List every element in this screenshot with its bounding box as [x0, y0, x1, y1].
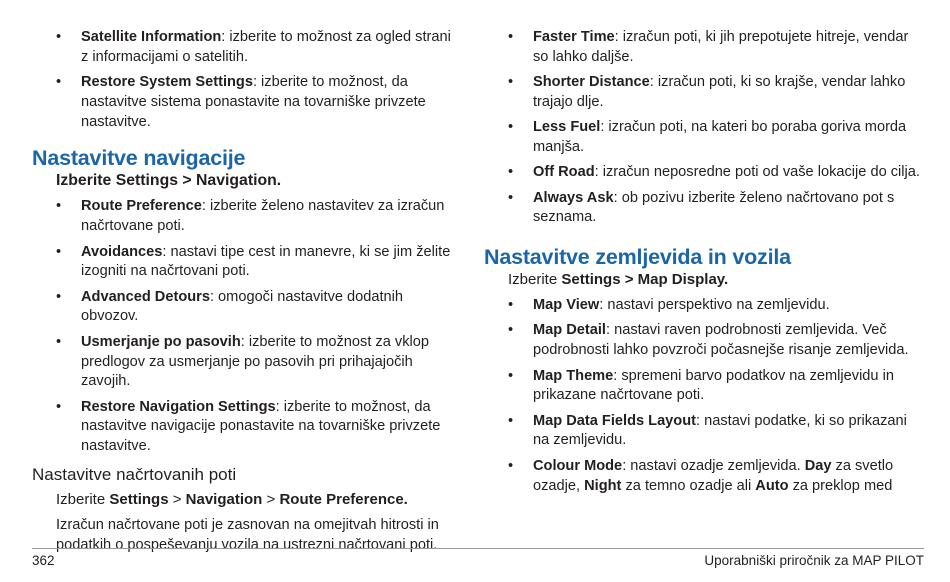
list-item: • Advanced Detours: omogoči nastavitve dodatnih obvozov. [32, 288, 462, 328]
list-item: • Satellite Information: izberite to možnost za ogled strani z informacijami o satelitih. [32, 28, 462, 68]
route-preference-list [484, 28, 924, 228]
navigation-settings-list [32, 197, 462, 457]
list-item: • Usmerjanje po pasovih: izberite to možnost za vklop predlogov za usmerjanje po pasovih pri prihajajočih zavojih. [32, 333, 462, 392]
navigation-settings-heading: Nastavitve navigacije [32, 146, 246, 171]
list-item: • Less Fuel: izračun poti, na kateri bo poraba goriva morda manjša. [484, 118, 924, 158]
list-item: • Avoidances: nastavi tipe cest in manevre, ki se jim želite izogniti na načrtovani poti. [32, 243, 462, 283]
list-item: • Faster Time: izračun poti, ki jih prepotujete hitreje, vendar so lahko daljše. [484, 28, 924, 68]
route-settings-heading: Nastavitve načrtovanih poti [32, 465, 237, 485]
list-item: • Map Theme: spremeni barvo podatkov na zemljevidu in prikazane načrtovane poti. [484, 367, 924, 407]
list-item: • Always Ask: ob pozivu izberite želeno načrtovano pot s seznama. [484, 189, 924, 229]
list-item: • Route Preference: izberite želeno nastavitev za izračun načrtovane poti. [32, 197, 462, 237]
map-settings-path: Izberite Settings > Map Display. [508, 271, 729, 289]
list-item: • Restore Navigation Settings: izberite to možnost, da nastavitve navigacije ponastavite na tovarniške privzete nastavitve. [32, 398, 462, 457]
page-footer [32, 548, 924, 568]
footer-title: Uporabniški priročnik za MAP PILOT [704, 553, 924, 568]
list-item: • Shorter Distance: izračun poti, ki so krajše, vendar lahko trajajo dlje. [484, 73, 924, 113]
list-item: • Colour Mode: nastavi ozadje zemljevida. Day za svetlo ozadje, Night za temno ozadje ali Auto za preklop med [484, 457, 924, 497]
navigation-settings-path: Izberite Settings > Navigation. [56, 172, 282, 190]
list-item: • Map View: nastavi perspektivo na zemljevidu. [484, 296, 924, 316]
list-item: • Map Data Fields Layout: nastavi podatke, ki so prikazani na zemljevidu. [484, 412, 924, 452]
list-item: • Restore System Settings: izberite to možnost, da nastavitve sistema ponastavite na tovarniške privzete nastavitve. [32, 73, 462, 132]
map-settings-heading: Nastavitve zemljevida in vozila [484, 245, 791, 270]
right-column [484, 28, 924, 502]
route-settings-paragraph: Izračun načrtovane poti je zasnovan na omejitvah hitrosti in podatkih o pospeševanju vozila na ustrezni načrtovani poti. [56, 517, 439, 553]
map-settings-list [484, 296, 924, 496]
page-number: 362 [32, 553, 55, 568]
list-item: • Map Detail: nastavi raven podrobnosti zemljevida. Več podrobnosti lahko povzroči počasnejše risanje zemljevida. [484, 321, 924, 361]
system-settings-list [32, 28, 462, 132]
list-item: • Off Road: izračun neposredne poti od vaše lokacije do cilja. [484, 163, 924, 183]
left-column [32, 28, 462, 562]
route-settings-path: Izberite Settings > Navigation > Route Preference. [56, 491, 408, 509]
